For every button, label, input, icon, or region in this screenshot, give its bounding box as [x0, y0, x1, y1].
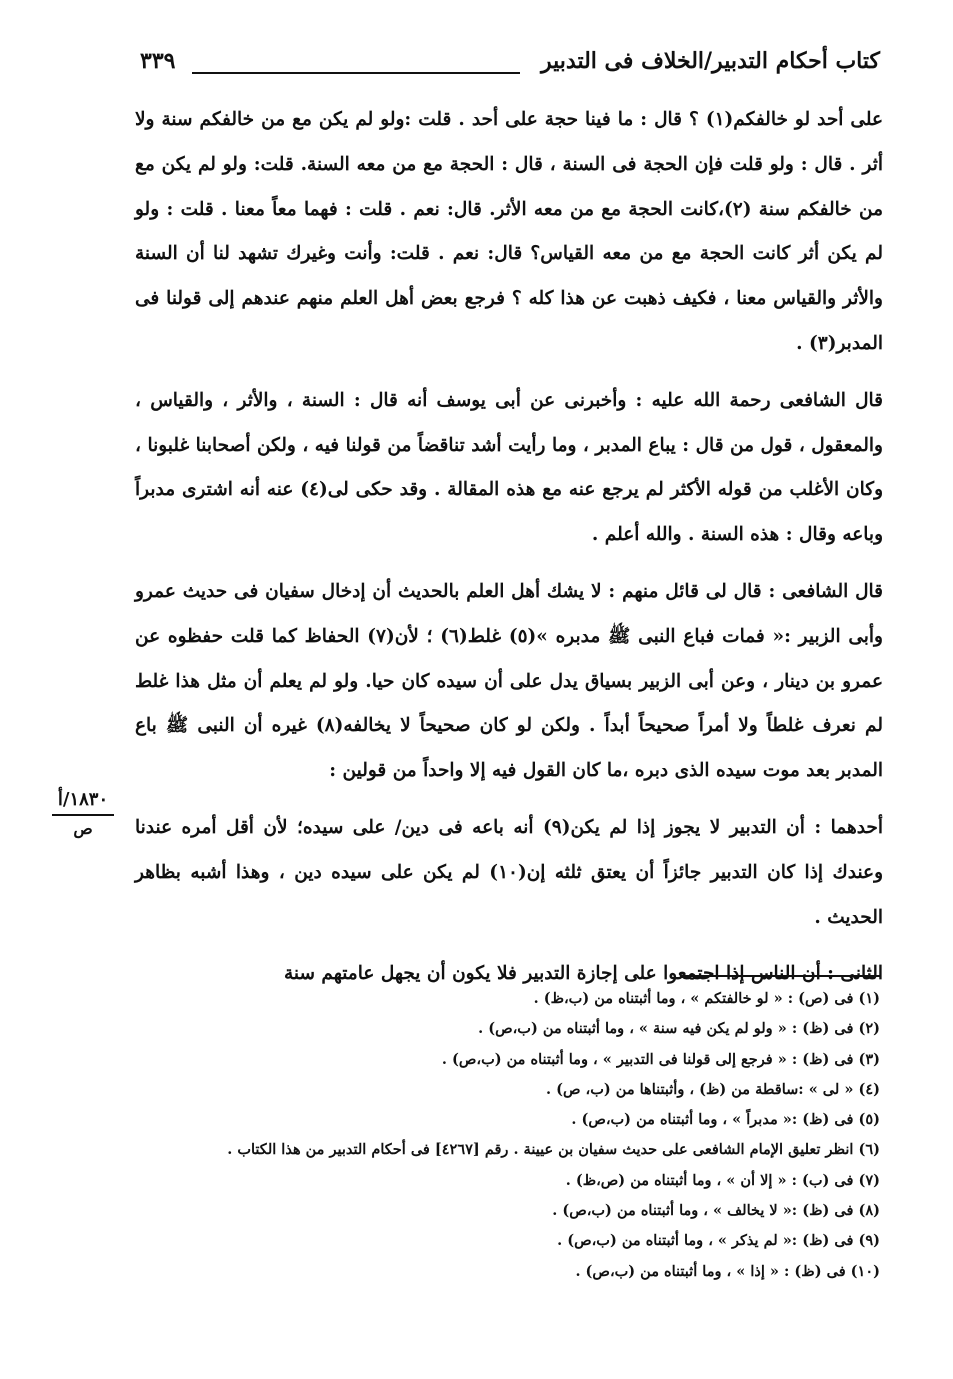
footnote: (٦) انظر تعليق الإمام الشافعى على حديث سفيان بن عيينة . رقم [٤٢٦٧] فى أحكام التدبير من هذا الكتاب .: [227, 1141, 880, 1159]
footnotes: [140, 984, 880, 1287]
main-text: [135, 98, 883, 997]
paragraph-text: على أحد لو خالفكم(١) ؟ قال : ما فينا حجة على أحد . قلت :ولو لم يكن مع من خالفكم سنة ولا أثر . قال : ولو قلت فإن الحجة فى السنة ، قال : الحجة مع من معه السنة. قلت: ولو لم يكن مع من خالفكم سنة (٢)،كانت الحجة مع من معه الأثر. قال: نعم . قلت : فهما معاً معنا . قلت : ولو لم يكن أثر كانت الحجة مع من معه القياس؟ قال: نعم . قلت: وأنت وغيرك تشهد لنا أن السنة والأثر والقياس معنا ، فكيف ذهبت عن هذا كله ؟ فرجع بعض أهل العلم منهم عندهم إلى قولنا فى المدبر(٣) .: [135, 109, 884, 354]
manuscript-margin-note: [48, 788, 118, 840]
folio-number: ١٨٣٠/أ: [57, 789, 109, 810]
paragraph: [135, 379, 883, 558]
header-rule: [192, 72, 520, 74]
paragraph-text: قال لى قائل منهم : لا يشك أهل العلم بالحديث أن إدخال سفيان فى حديث عمرو وأبى الزبير :« فمات فباع النبى ﷺ مدبره »(٥) غلط(٦) ؛ لأن(٧) الحفاظ كما قلت حفظوه عن عمرو بن دينار ، وعن أبى الزبير بسياق يدل على أن سيده كان حيا. ولو لم يعلم أن مثل هذا غلط لم نعرف غلطاً ولا أمراً صحيحاً أبداً . ولكن لو كان صحيحاً لا يخالفه(٨) غيره أن النبى ﷺ باع المدبر بعد موت سيده الذى دبره ،ما كان القول فيه إلا واحداً من قولين :: [135, 580, 883, 782]
paragraph-lead: قال الشافعى: [779, 389, 883, 411]
footnote-separator: [680, 975, 880, 977]
footnote: (٩) فى (ظ) :« لم يذكر » ، وما أثبتناه من (ب،ص) .: [557, 1232, 880, 1250]
book-title: كتاب أحكام التدبير/الخلاف فى التدبير: [541, 48, 880, 74]
folio-side: ص: [73, 819, 93, 838]
footnote: (٤) « لى » :ساقطة من (ظ) ، وأثبتناها من (ب، ص) .: [546, 1080, 880, 1098]
paragraph-lead: أحدهما :: [814, 816, 883, 838]
page-number: ٣٣٩: [140, 48, 176, 74]
footnote: (٨) فى (ظ) :« لا يخالف » ، وما أثبتناه من (ب،ص) .: [552, 1202, 880, 1220]
paragraph-lead: الثانى :: [827, 963, 883, 985]
paragraph: [135, 98, 883, 367]
margin-note-rule: [52, 814, 114, 816]
paragraph-text: أن التدبير لا يجوز إذا لم يكن(٩) أنه باعه فى دين/ على سيده؛ لأن أقل أمره عندنا وعندك إذا كان التدبير جائزاً أن يعتق ثلثه إن(١٠) لم يكن على سيده دين ، وهذا أشبه بظاهر الحديث .: [135, 816, 884, 928]
paragraph: [135, 570, 883, 794]
running-header: [140, 48, 880, 88]
footnote: (٢) فى (ظ) : « ولو لم يكن فيه سنة » ، وما أثبتناه من (ب،ص) .: [478, 1020, 880, 1038]
footnote: (١٠) فى (ظ) : « إذا » ، وما أثبتناه من (ب،ص) .: [575, 1262, 880, 1280]
footnote: (٣) فى (ظ) : « فرجع إلى قولنا فى التدبير » ، وما أثبتناه من (ب،ص) .: [441, 1050, 880, 1068]
paragraph-text: رحمة الله عليه : وأخبرنى عن أبى يوسف أنه قال : السنة ، والأثر ، والقياس ، والمعقول ، قول من قال : يباع المدبر ، وما رأيت أشد تناقضاً من قولنا فيه ، ولكن أصحابنا غلبونا ، وكان الأغلب من قوله الأكثر لم يرجع عنه مع هذه المقالة . وقد حكى لى(٤) عنه أنه اشترى مدبراً وباعه وقال : هذه السنة . والله أعلم .: [135, 389, 883, 546]
paragraph-text: أن الناس إذا اجتمعوا على إجازة التدبير فلا يكون أن يجهل عامتهم سنة: [283, 963, 828, 985]
footnote: (٥) فى (ظ) :« مدبراً » ، وما أثبتناه من (ب،ص) .: [571, 1111, 880, 1129]
footnote: (٧) فى (ب) : « إلا أن » ، وما أثبتناه من (ص،ظ) .: [565, 1171, 880, 1189]
footnote: (١) فى (ص) : « لو خالفتكم » ، وما أثبتناه من (ب،ظ) .: [533, 990, 880, 1007]
paragraph: [135, 806, 883, 940]
paragraph-lead: قال الشافعى :: [768, 580, 883, 602]
